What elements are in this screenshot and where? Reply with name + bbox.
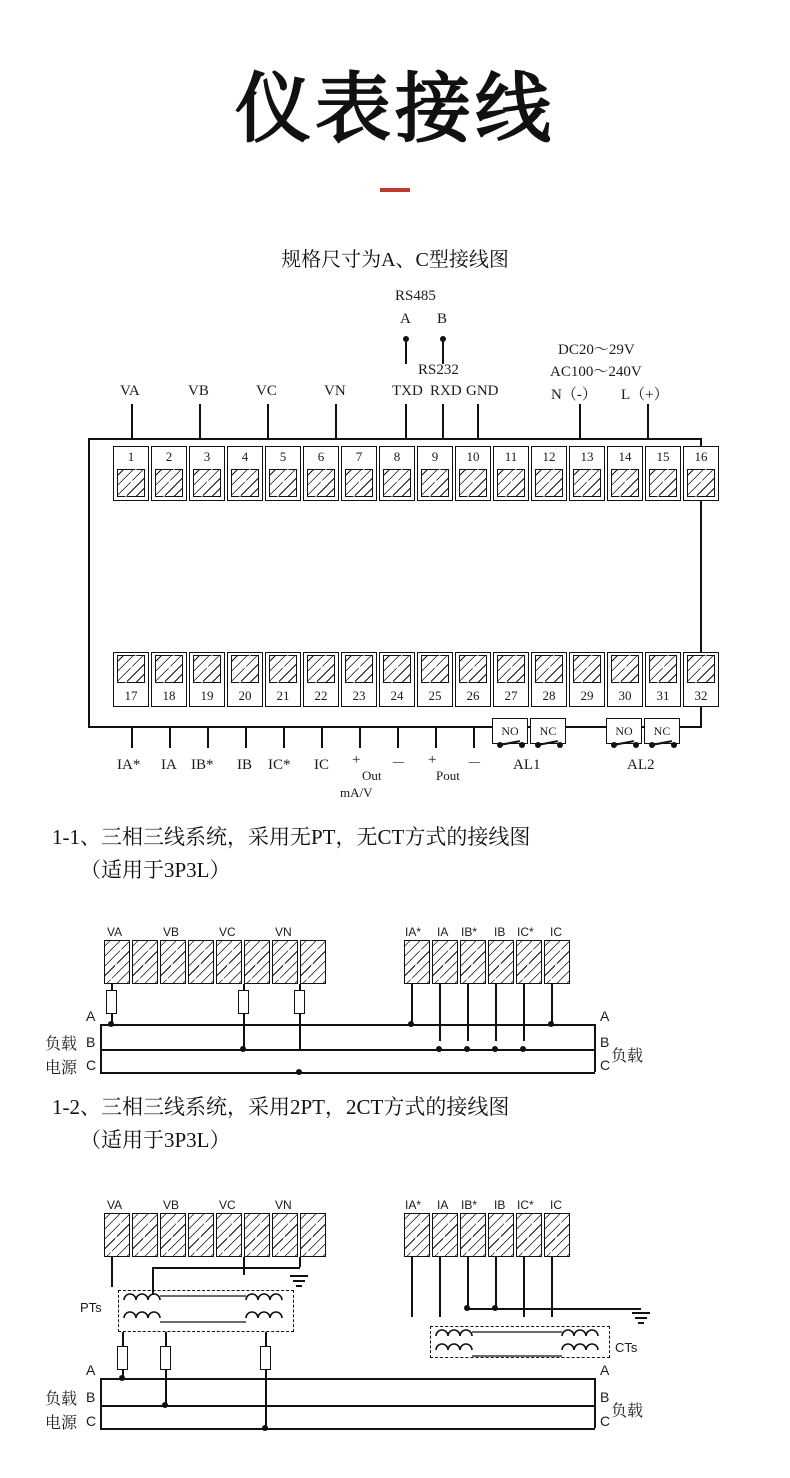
cell-vn2[interactable] [300, 1213, 326, 1257]
voltage-terminal-strip-1-1 [104, 940, 328, 984]
label-ic-1-2: IC [550, 1198, 562, 1212]
terminal-28[interactable] [531, 652, 567, 707]
screw-icon [649, 655, 677, 683]
cell-vb2[interactable] [188, 1213, 214, 1257]
rs485-b-lead [442, 342, 444, 364]
label-vb: VB [188, 383, 209, 399]
pt-lead-va [111, 1257, 113, 1287]
phase-c-left-1-2: C [86, 1413, 97, 1429]
node-a-1-1 [108, 1021, 114, 1027]
lead-rxd [442, 404, 444, 438]
screw-icon [307, 469, 335, 497]
title-divider [380, 188, 410, 192]
label-rs485-a: A [400, 311, 411, 327]
terminal-number: 25 [428, 688, 442, 703]
terminal-number: 3 [203, 449, 211, 464]
terminal-number: 31 [656, 688, 670, 703]
terminal-number: 32 [694, 688, 708, 703]
al2-no-dot-b [633, 742, 639, 748]
screw-icon [345, 655, 373, 683]
cell-ia-star[interactable] [404, 940, 430, 984]
label-rxd: RXD [430, 383, 462, 399]
fuse-vc [238, 990, 249, 1014]
current-terminal-strip-1-2 [404, 1213, 572, 1257]
label-gnd: GND [466, 383, 499, 399]
ct-node-1 [464, 1305, 470, 1311]
label-va: VA [120, 383, 140, 399]
drop-vn-2 [299, 1014, 301, 1049]
rs485-a-lead [405, 342, 407, 364]
screw-icon [421, 469, 449, 497]
load-label-right-1-2: 负载 [611, 1403, 644, 1420]
cell-vc2[interactable] [244, 940, 270, 984]
cell-ic[interactable] [544, 940, 570, 984]
cell-vc[interactable] [216, 940, 242, 984]
terminal-15[interactable] [645, 446, 681, 501]
label-ib: IB [237, 757, 252, 773]
label-vc-1-2: VC [219, 1198, 236, 1212]
label-vn: VN [324, 383, 346, 399]
screw-icon [155, 655, 183, 683]
terminal-number: 19 [200, 688, 214, 703]
pt-prim-a [122, 1332, 124, 1346]
screw-icon [307, 655, 335, 683]
page-subtitle: 规格尺寸为A、C型接线图 [281, 249, 509, 271]
label-vn-1-1: VN [275, 925, 292, 939]
screw-icon [459, 469, 487, 497]
ct-ground-bar-2 [635, 1317, 647, 1319]
section-1-1-heading: 1-1、三相三线系统，采用无PT，无CT方式的接线图 [52, 825, 531, 849]
drop-ia [439, 984, 441, 1041]
terminal-5[interactable] [265, 446, 301, 501]
pt-prim-b2 [165, 1370, 167, 1405]
bus-right-edge-1-1 [594, 1024, 596, 1072]
pt-coils-icon [120, 1288, 300, 1336]
screw-icon [231, 655, 259, 683]
label-rs485-b: B [437, 311, 448, 327]
pt-prim-c [265, 1332, 267, 1346]
label-ic-star-1-2: IC* [517, 1198, 534, 1212]
screw-icon [345, 469, 373, 497]
section-1-2-heading: 1-2、三相三线系统，采用2PT，2CT方式的接线图 [52, 1095, 510, 1119]
label-ia-star: IA* [117, 757, 141, 773]
drop-ia-star [411, 984, 413, 1024]
drop-ic [551, 984, 553, 1024]
label-n-neutral: N（-） [551, 387, 597, 403]
lead-ia [169, 728, 171, 748]
terminal-number: 29 [580, 688, 594, 703]
terminal-23[interactable] [341, 652, 377, 707]
phase-c-right-1-1: C [600, 1057, 611, 1073]
cell-vn[interactable] [272, 1213, 298, 1257]
screw-icon [193, 469, 221, 497]
label-ib-star-1-1: IB* [461, 925, 478, 939]
section-1-2-subheading: （适用于3P3L） [80, 1128, 231, 1152]
terminal-1[interactable] [113, 446, 149, 501]
cell-va2[interactable] [132, 940, 158, 984]
lead-vb [199, 404, 201, 438]
screw-icon [421, 655, 449, 683]
lead-ia-star [131, 728, 133, 748]
al1-nc-dot-b [557, 742, 563, 748]
terminal-10[interactable] [455, 446, 491, 501]
terminal-number: 24 [390, 688, 404, 703]
ct-ground-bar-1 [632, 1312, 650, 1314]
cell-ib[interactable] [488, 940, 514, 984]
terminal-21[interactable] [265, 652, 301, 707]
cell-va[interactable] [104, 1213, 130, 1257]
screw-icon [687, 655, 715, 683]
drop-ib [495, 984, 497, 1041]
al1-no-dot-b [519, 742, 525, 748]
terminal-27[interactable] [493, 652, 529, 707]
load-label-right-1-1: 负载 [611, 1048, 644, 1065]
cell-ia-star[interactable] [404, 1213, 430, 1257]
al2-nc-box: NC [644, 718, 680, 744]
load-label-left-1-2: 负载 [45, 1391, 78, 1408]
terminal-13[interactable] [569, 446, 605, 501]
lead-n [579, 404, 581, 438]
page-title: 仪表接线 [235, 67, 555, 152]
ct-lead-ib [495, 1257, 497, 1309]
ct-lead-ia [439, 1257, 441, 1317]
label-ia-1-1: IA [437, 925, 449, 939]
terminal-9[interactable] [417, 446, 453, 501]
fuse-a-1-2 [117, 1346, 128, 1370]
terminal-number: 6 [317, 449, 325, 464]
label-dc-range: DC20～29V [558, 342, 635, 358]
label-out-minus: － [391, 756, 407, 772]
node-c-1-1 [296, 1069, 302, 1075]
terminal-11[interactable] [493, 446, 529, 501]
lead-vc [267, 404, 269, 438]
label-pts: PTs [80, 1300, 102, 1315]
lead-ic-star [283, 728, 285, 748]
label-rs485: RS485 [395, 288, 436, 304]
terminal-number: 13 [580, 449, 594, 464]
fuse-c-1-2 [260, 1346, 271, 1370]
phase-b-right-1-1: B [600, 1034, 610, 1050]
node-a-1-2 [119, 1375, 125, 1381]
ct-ground-bar-3 [638, 1322, 644, 1324]
terminal-29[interactable] [569, 652, 605, 707]
cell-va[interactable] [104, 940, 130, 984]
fuse-b-1-2 [160, 1346, 171, 1370]
node-ia-star-1-1 [408, 1021, 414, 1027]
pt-prim-b [165, 1332, 167, 1346]
terminal-number: 28 [542, 688, 556, 703]
cell-vb[interactable] [160, 1213, 186, 1257]
label-out-plus: + [352, 752, 361, 768]
label-out-name: Out [362, 768, 382, 783]
label-va-1-1: VA [107, 925, 123, 939]
terminal-number: 18 [162, 688, 176, 703]
label-al2: AL2 [627, 757, 655, 773]
cell-vn[interactable] [272, 940, 298, 984]
lead-ic [321, 728, 323, 748]
terminal-30[interactable] [607, 652, 643, 707]
node-c-1-2 [262, 1425, 268, 1431]
bus-line-b-1-2 [100, 1405, 595, 1407]
terminal-number: 17 [124, 688, 138, 703]
section-1-1-subheading: （适用于3P3L） [80, 858, 231, 882]
terminal-number: 26 [466, 688, 480, 703]
terminal-number: 7 [355, 449, 363, 464]
label-al1: AL1 [513, 757, 541, 773]
lead-txd [405, 404, 407, 438]
lead-pout-minus [473, 728, 475, 748]
voltage-terminal-strip-1-2 [104, 1213, 328, 1257]
cell-ia[interactable] [432, 1213, 458, 1257]
terminal-number: 14 [618, 449, 632, 464]
label-vc: VC [256, 383, 277, 399]
terminal-number: 9 [431, 449, 439, 464]
screw-icon [611, 469, 639, 497]
label-ib-1-1: IB [494, 925, 506, 939]
label-vn-1-2: VN [275, 1198, 292, 1212]
lead-out-plus [359, 728, 361, 748]
screw-icon [269, 655, 297, 683]
bus-line-c-1-2 [100, 1428, 595, 1430]
screw-icon [611, 655, 639, 683]
terminal-6[interactable] [303, 446, 339, 501]
cell-vc2[interactable] [244, 1213, 270, 1257]
ground-bar-1 [290, 1275, 308, 1277]
terminal-8[interactable] [379, 446, 415, 501]
label-ic: IC [314, 757, 329, 773]
label-ac-range: AC100～240V [550, 364, 642, 380]
phase-a-right-1-2: A [600, 1362, 610, 1378]
phase-a-left-1-2: A [86, 1362, 96, 1378]
terminal-number: 8 [393, 449, 401, 464]
label-txd: TXD [392, 383, 423, 399]
lead-ib [245, 728, 247, 748]
label-ib-star-1-2: IB* [461, 1198, 478, 1212]
al1-no-box: NO [492, 718, 528, 744]
label-ib-1-2: IB [494, 1198, 506, 1212]
cell-ia[interactable] [432, 940, 458, 984]
lead-gnd [477, 404, 479, 438]
terminal-number: 4 [241, 449, 249, 464]
lead-va [131, 404, 133, 438]
terminal-14[interactable] [607, 446, 643, 501]
terminal-26[interactable] [455, 652, 491, 707]
drop-ib-star [467, 984, 469, 1041]
screw-icon [155, 469, 183, 497]
phase-a-left-1-1: A [86, 1008, 96, 1024]
screw-icon [231, 469, 259, 497]
terminal-number: 5 [279, 449, 287, 464]
screw-icon [117, 655, 145, 683]
node-ib-star-1-1 [464, 1046, 470, 1052]
load-label-left-1-1: 负载 [45, 1036, 78, 1053]
screw-icon [269, 469, 297, 497]
bus-line-c-1-1 [100, 1072, 595, 1074]
bus-right-edge-1-2 [594, 1378, 596, 1428]
label-ic-1-1: IC [550, 925, 562, 939]
cell-ib[interactable] [488, 1213, 514, 1257]
label-va-1-2: VA [107, 1198, 123, 1212]
lead-l [647, 404, 649, 438]
terminal-25[interactable] [417, 652, 453, 707]
ct-lead-ia-star [411, 1257, 413, 1317]
lead-vn [335, 404, 337, 438]
lead-pout-plus [435, 728, 437, 748]
terminal-number: 20 [238, 688, 252, 703]
label-vc-1-1: VC [219, 925, 236, 939]
screw-icon [459, 655, 487, 683]
terminal-number: 21 [276, 688, 290, 703]
ground-bar-3 [296, 1285, 302, 1287]
screw-icon [687, 469, 715, 497]
terminal-18[interactable] [151, 652, 187, 707]
drop-vc-2 [243, 1014, 245, 1049]
fuse-vn [294, 990, 305, 1014]
cell-vn2[interactable] [300, 940, 326, 984]
terminal-16[interactable] [683, 446, 719, 501]
screw-icon [117, 469, 145, 497]
cell-vb2[interactable] [188, 940, 214, 984]
ct-coils-icon [432, 1324, 616, 1362]
screw-icon [535, 469, 563, 497]
label-pout-plus: + [428, 752, 437, 768]
terminal-7[interactable] [341, 446, 377, 501]
cell-ib-star[interactable] [460, 940, 486, 984]
terminal-number: 2 [165, 449, 173, 464]
label-rs232: RS232 [418, 362, 459, 378]
fuse-va [106, 990, 117, 1014]
label-vb-1-2: VB [163, 1198, 180, 1212]
bus-line-a-1-2 [100, 1378, 595, 1380]
terminal-number: 11 [504, 449, 518, 464]
label-ic-star: IC* [268, 757, 291, 773]
cell-ib-star[interactable] [460, 1213, 486, 1257]
pt-lead-vn [299, 1257, 301, 1267]
phase-c-left-1-1: C [86, 1057, 97, 1073]
al2-nc-dot-b [671, 742, 677, 748]
terminal-number: 22 [314, 688, 328, 703]
ct-node-2 [492, 1305, 498, 1311]
node-b-1-1 [240, 1046, 246, 1052]
terminal-number: 12 [542, 449, 556, 464]
pt-gnd-bus [152, 1267, 300, 1269]
terminal-24[interactable] [379, 652, 415, 707]
pt-lead-vc [243, 1257, 245, 1275]
bottom-terminal-row [113, 652, 721, 707]
phase-b-left-1-1: B [86, 1034, 96, 1050]
phase-b-right-1-2: B [600, 1389, 610, 1405]
terminal-number: 16 [694, 449, 708, 464]
node-b-1-2 [162, 1402, 168, 1408]
label-l-live: L（+） [621, 387, 669, 403]
phase-c-right-1-2: C [600, 1413, 611, 1429]
label-ia: IA [161, 757, 177, 773]
screw-icon [497, 469, 525, 497]
terminal-19[interactable] [189, 652, 225, 707]
cell-ic-star[interactable] [516, 940, 542, 984]
terminal-12[interactable] [531, 446, 567, 501]
node-ia-1-1 [436, 1046, 442, 1052]
label-out-unit: mA/V [340, 785, 373, 800]
label-cts: CTs [615, 1340, 638, 1355]
cell-ic[interactable] [544, 1213, 570, 1257]
terminal-31[interactable] [645, 652, 681, 707]
label-ic-star-1-1: IC* [517, 925, 534, 939]
terminal-3[interactable] [189, 446, 225, 501]
screw-icon [649, 469, 677, 497]
top-terminal-row [113, 446, 721, 501]
bus-left-edge-1-2 [100, 1378, 102, 1428]
terminal-32[interactable] [683, 652, 719, 707]
cell-vc[interactable] [216, 1213, 242, 1257]
screw-icon [193, 655, 221, 683]
phase-a-right-1-1: A [600, 1008, 610, 1024]
node-ib-1-1 [492, 1046, 498, 1052]
phase-b-left-1-2: B [86, 1389, 96, 1405]
label-vb-1-1: VB [163, 925, 180, 939]
node-ic-1-1 [548, 1021, 554, 1027]
label-pout-name: Pout [436, 768, 460, 783]
terminal-number: 23 [352, 688, 366, 703]
label-ib-star: IB* [191, 757, 214, 773]
bus-line-a-1-1 [100, 1024, 595, 1026]
label-ia-1-2: IA [437, 1198, 449, 1212]
current-terminal-strip-1-1 [404, 940, 572, 984]
terminal-17[interactable] [113, 652, 149, 707]
source-label-left-1-2: 电源 [45, 1415, 78, 1432]
screw-icon [497, 655, 525, 683]
cell-va2[interactable] [132, 1213, 158, 1257]
label-ia-star-1-2: IA* [405, 1198, 422, 1212]
screw-icon [535, 655, 563, 683]
ct-lead-ib-star [467, 1257, 469, 1309]
screw-icon [573, 469, 601, 497]
bus-left-edge-1-1 [100, 1024, 102, 1072]
screw-icon [573, 655, 601, 683]
terminal-number: 1 [127, 449, 135, 464]
label-pout-minus: － [467, 756, 483, 772]
terminal-2[interactable] [151, 446, 187, 501]
al1-nc-box: NC [530, 718, 566, 744]
screw-icon [383, 469, 411, 497]
node-ic-star-1-1 [520, 1046, 526, 1052]
screw-icon [383, 655, 411, 683]
cell-ic-star[interactable] [516, 1213, 542, 1257]
terminal-number: 15 [656, 449, 670, 464]
label-ia-star-1-1: IA* [405, 925, 422, 939]
lead-ib-star [207, 728, 209, 748]
terminal-number: 27 [504, 688, 518, 703]
terminal-22[interactable] [303, 652, 339, 707]
ground-bar-2 [293, 1280, 305, 1282]
source-label-left-1-1: 电源 [45, 1060, 78, 1077]
cell-vb[interactable] [160, 940, 186, 984]
terminal-number: 10 [466, 449, 480, 464]
terminal-number: 30 [618, 688, 632, 703]
terminal-20[interactable] [227, 652, 263, 707]
al2-no-box: NO [606, 718, 642, 744]
drop-ic-star [523, 984, 525, 1041]
terminal-4[interactable] [227, 446, 263, 501]
lead-out-minus [397, 728, 399, 748]
